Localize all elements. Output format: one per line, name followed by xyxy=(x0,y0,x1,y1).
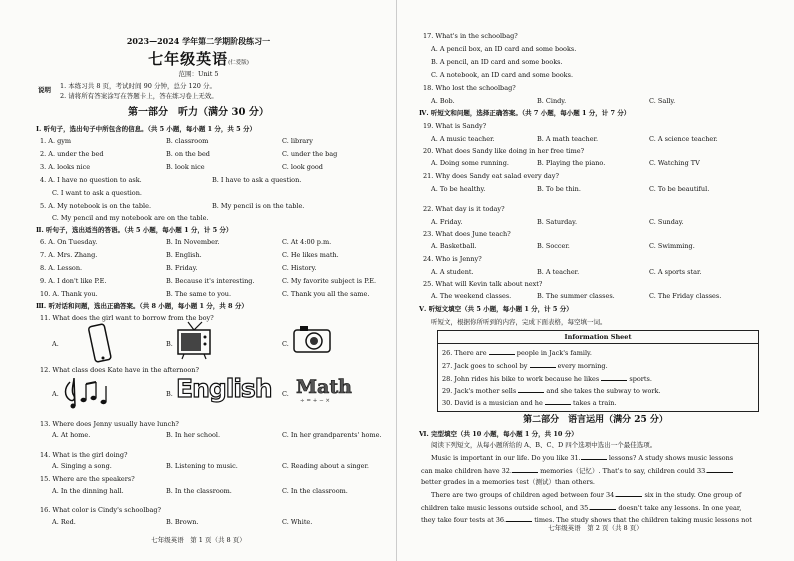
q20-option-c: C. Watching TV xyxy=(649,159,700,167)
part-2-heading: 第二部分 语言运用（满分 25 分） xyxy=(523,415,668,425)
q18-option-c: C. Sally. xyxy=(649,97,676,105)
q15-stem: 15. Where are the speakers? xyxy=(40,475,135,483)
q12-label-c: C. xyxy=(282,390,289,398)
q18-option-a: A. Bob. xyxy=(431,97,455,105)
q5-option-a: 5. A. My notebook is on the table. xyxy=(40,202,152,210)
q25-option-a: A. The weekend classes. xyxy=(431,292,512,300)
passage-line-3: better grades in a memories test（测试）than others. xyxy=(421,478,595,486)
q12-stem: 12. What class does Kate have in the afternoon? xyxy=(40,366,199,374)
q21-option-c: C. To be beautiful. xyxy=(649,185,710,193)
q16-option-a: A. Red. xyxy=(52,518,76,526)
q2-option-b: B. on the bed xyxy=(166,150,210,158)
q25-option-c: C. The Friday classes. xyxy=(649,292,722,300)
blank-31[interactable] xyxy=(581,453,607,460)
q19-option-b: B. A math teacher. xyxy=(537,135,599,143)
phone-icon xyxy=(86,322,114,366)
q19-option-a: A. A music teacher. xyxy=(431,135,495,143)
q14-stem: 14. What is the girl doing? xyxy=(40,451,128,459)
blank-30[interactable] xyxy=(545,398,571,405)
q3-option-a: 3. A. looks nice xyxy=(40,163,91,171)
passage-line-2: can make children have 32. memories（记忆）. That's to say, children could 33. xyxy=(421,466,733,475)
q17-option-b: B. A pencil, an ID card and some books. xyxy=(431,58,563,66)
q11-stem: 11. What does the girl want to borrow from the boy? xyxy=(40,314,214,322)
q11-label-b: B. xyxy=(166,340,173,348)
section-6-heading: Ⅵ. 完型填空（共 10 小题，每小题 1 分，共 10 分） xyxy=(419,430,578,438)
q3-option-c: C. look good xyxy=(282,163,323,171)
q9-option-c: C. My favorite subject is P.E. xyxy=(282,277,377,285)
q10-option-a: 10. A. Thank you. xyxy=(40,290,98,298)
section-3-heading: Ⅲ. 听对话和问题，选出正确答案。（共 8 小题，每小题 1 分，共 8 分） xyxy=(36,302,248,310)
section-1-heading: Ⅰ. 听句子，选出句子中所包含的信息。（共 5 小题，每小题 1 分，共 5 分） xyxy=(36,125,256,133)
table-rule xyxy=(438,343,758,344)
blank-33[interactable] xyxy=(707,466,733,473)
q2-option-c: C. under the bag xyxy=(282,150,338,158)
section-6-intro: 阅读下列短文，从每小题所给的 A、B、C、D 四个选项中选出一个最佳选项。 xyxy=(431,441,657,449)
camera-icon xyxy=(292,324,332,354)
q25-stem: 25. What will Kevin talk about next? xyxy=(423,280,543,288)
q15-option-a: A. In the dinning hall. xyxy=(52,487,124,495)
blank-32[interactable] xyxy=(512,466,538,473)
q19-option-c: C. A science teacher. xyxy=(649,135,718,143)
q25-option-b: B. The summer classes. xyxy=(537,292,615,300)
q23-option-b: B. Soccer. xyxy=(537,242,570,250)
q6-option-b: B. In November. xyxy=(166,238,220,246)
q11-label-c: C. xyxy=(282,340,289,348)
q21-option-b: B. To be thin. xyxy=(537,185,581,193)
q4-option-a: 4. A. I have no question to ask. xyxy=(40,176,142,184)
blank-27[interactable] xyxy=(530,361,556,368)
q13-stem: 13. Where does Jenny usually have lunch? xyxy=(40,420,179,428)
q13-option-a: A. At home. xyxy=(52,431,91,439)
q17-option-a: A. A pencil box, an ID card and some books. xyxy=(431,45,577,53)
q11-label-a: A. xyxy=(52,340,59,348)
table-row-29: 29. Jack's mother sells and she takes the subway to work. xyxy=(442,387,661,395)
table-title: Information Sheet xyxy=(564,333,632,341)
q13-option-c: C. In her grandparents' home. xyxy=(282,431,382,439)
q24-option-a: A. A student. xyxy=(431,268,474,276)
q16-option-c: C. White. xyxy=(282,518,313,526)
q14-option-b: B. Listening to music. xyxy=(166,462,238,470)
passage-line-5: children take music lessons outside school, and 35. doesn't take any lessons. In one year, xyxy=(421,504,742,512)
q20-option-a: A. Doing some running. xyxy=(431,159,509,167)
information-sheet-table xyxy=(437,330,759,412)
q24-option-c: C. A sports star. xyxy=(649,268,702,276)
q18-option-b: B. Cindy. xyxy=(537,97,567,105)
q1-option-a: 1. A. gym xyxy=(40,137,72,145)
english-word-art: English xyxy=(176,374,272,403)
q22-option-a: A. Friday. xyxy=(431,218,463,226)
q12-label-b: B. xyxy=(166,390,173,398)
q22-option-c: C. Sunday. xyxy=(649,218,684,226)
passage-line-1: Music is important in our life. Do you like 31. lessons? A study shows music lessons xyxy=(431,454,734,462)
q1-option-b: B. classroom xyxy=(166,137,209,145)
q23-stem: 23. What does June teach? xyxy=(423,230,511,238)
note-1: 1. 本练习共 8 页，考试时间 90 分钟，总分 120 分。 xyxy=(60,82,216,90)
section-5-heading: Ⅴ. 听短文填空（共 5 小题，每小题 1 分，计 5 分） xyxy=(419,305,573,313)
section-5-intro: 听短文，根据你所听到的内容，完成下面表格，每空填一词。 xyxy=(431,318,607,326)
table-row-30: 30. David is a musician and he takes a train. xyxy=(442,399,617,407)
q17-stem: 17. What's in the schoolbag? xyxy=(423,32,518,40)
q3-option-b: B. look nice xyxy=(166,163,205,171)
table-row-27: 27. Jack goes to school by every morning. xyxy=(442,362,608,370)
q12-label-a: A. xyxy=(52,390,59,398)
q23-option-a: A. Basketball. xyxy=(431,242,477,250)
q18-stem: 18. Who lost the schoolbag? xyxy=(423,84,516,92)
q6-option-a: 6. A. On Tuesday. xyxy=(40,238,98,246)
q20-option-b: B. Playing the piano. xyxy=(537,159,606,167)
q16-option-b: B. Brown. xyxy=(166,518,199,526)
table-row-28: 28. John rides his bike to work because he likes sports. xyxy=(442,375,652,383)
blank-29[interactable] xyxy=(518,386,544,393)
q4-option-c: C. I want to ask a question. xyxy=(52,189,142,197)
q23-option-c: C. Swimming. xyxy=(649,242,695,250)
q6-option-c: C. At 4:00 p.m. xyxy=(282,238,332,246)
q15-option-b: B. In the classroom. xyxy=(166,487,232,495)
blank-26[interactable] xyxy=(489,348,515,355)
passage-line-4: There are two groups of children aged between four 34. six in the study. One group of xyxy=(431,491,742,499)
blank-36[interactable] xyxy=(506,515,532,522)
table-row-26: 26. There are people in Jack's family. xyxy=(442,349,592,357)
q9-option-b: B. Because it's interesting. xyxy=(166,277,255,285)
exam-subtitle: 七年级英语(仁爱版) xyxy=(148,50,249,68)
page-2 xyxy=(397,0,794,561)
q14-option-c: C. Reading about a singer. xyxy=(282,462,369,470)
q21-stem: 21. Why does Sandy eat salad every day? xyxy=(423,172,559,180)
q10-option-b: B. The same to you. xyxy=(166,290,232,298)
q8-option-a: 8. A. Lesson. xyxy=(40,264,83,272)
exam-scope: 范围：Unit 5 xyxy=(178,70,219,78)
q10-option-c: C. Thank you all the same. xyxy=(282,290,370,298)
math-word-art: Math xyxy=(296,376,352,398)
q7-option-c: C. He likes math. xyxy=(282,251,339,259)
q24-option-b: B. A teacher. xyxy=(537,268,580,276)
q8-option-c: C. History. xyxy=(282,264,317,272)
blank-35[interactable] xyxy=(590,503,616,510)
q21-option-a: A. To be healthy. xyxy=(431,185,486,193)
q8-option-b: B. Friday. xyxy=(166,264,198,272)
notes-label: 说明 xyxy=(38,86,51,94)
page-2-footer: 七年级英语 第 2 页（共 8 页） xyxy=(548,524,643,532)
blank-28[interactable] xyxy=(601,374,627,381)
section-4-heading: Ⅳ. 听短文和问题，选择正确答案。（共 7 小题，每小题 1 分，计 7 分） xyxy=(419,109,631,117)
q16-stem: 16. What color is Cindy's schoolbag? xyxy=(40,506,162,514)
q14-option-a: A. Singing a song. xyxy=(52,462,112,470)
exam-title: 2023—2024 学年第二学期阶段练习一 xyxy=(126,36,271,46)
q1-option-c: C. library xyxy=(282,137,313,145)
q17-option-c: C. A notebook, an ID card and some books. xyxy=(431,71,574,79)
q20-stem: 20. What does Sandy like doing in her free time? xyxy=(423,147,585,155)
section-2-heading: Ⅱ. 听句子，选出适当的答语。（共 5 小题，每小题 1 分，计 5 分） xyxy=(36,226,233,234)
q9-option-a: 9. A. I don't like P.E. xyxy=(40,277,107,285)
passage-line-6: they take four tests at 36. times. The study shows that the children taking music lessons not xyxy=(421,516,752,524)
tv-icon xyxy=(176,320,212,360)
q19-stem: 19. What is Sandy? xyxy=(423,122,487,130)
page-1-footer: 七年级英语 第 1 页（共 8 页） xyxy=(151,536,246,544)
blank-34[interactable] xyxy=(616,490,642,497)
q4-option-b: B. I have to ask a question. xyxy=(212,176,302,184)
music-notes-icon xyxy=(62,376,116,410)
part-1-heading: 第一部分 听力（满分 30 分） xyxy=(128,107,269,118)
q5-option-c: C. My pencil and my notebook are on the table. xyxy=(52,214,209,222)
q5-option-b: B. My pencil is on the table. xyxy=(212,202,305,210)
math-formula-doodle: ÷ = + − × xyxy=(300,398,331,404)
note-2: 2. 请将所有答案涂写在答题卡上，答在练习卷上无效。 xyxy=(60,92,218,100)
q15-option-c: C. In the classroom. xyxy=(282,487,348,495)
q7-option-a: 7. A. Mrs. Zhang. xyxy=(40,251,98,259)
q22-stem: 22. What day is it today? xyxy=(423,205,505,213)
q7-option-b: B. English. xyxy=(166,251,202,259)
q22-option-b: B. Saturday. xyxy=(537,218,578,226)
q2-option-a: 2. A. under the bed xyxy=(40,150,104,158)
q24-stem: 24. Who is Jenny? xyxy=(423,255,482,263)
q13-option-b: B. In her school. xyxy=(166,431,221,439)
